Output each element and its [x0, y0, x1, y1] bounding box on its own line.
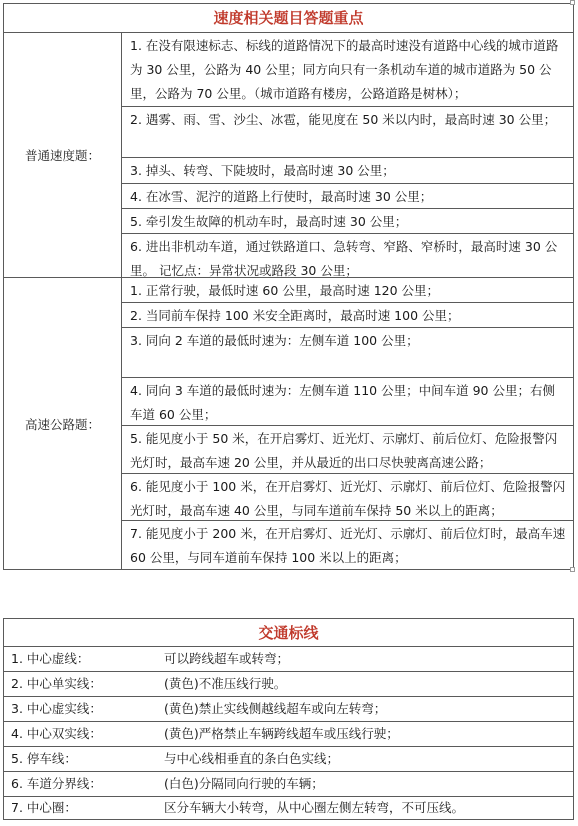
marking-name: 6. 车道分界线： — [11, 776, 102, 791]
marking-desc: (黄色)不准压线行驶。 — [164, 676, 287, 691]
normal-speed-section — [4, 33, 573, 278]
resize-handle-bottom-right[interactable] — [570, 567, 575, 572]
highway-rule-7: 7. 能见度小于 200 米，在开启雾灯、近光灯、示廓灯、前后位灯时，最高车速 60 公里，与同车道前车保持 100 米以上的距离； — [130, 526, 566, 565]
markings-table-title: 交通标线 — [4, 619, 573, 647]
normal-speed-rule-2: 2. 遇雾、雨、雪、沙尘、冰雹，能见度在 50 米以内时，最高时速 30 公里； — [122, 107, 573, 158]
normal-speed-rule-1: 1. 在没有限速标志、标线的道路情况下的最高时速没有道路中心线的城市道路为 30 公里，公路为 40 公里；同方向只有一条机动车道的城市道路为 50 公里，公路为 70 公里。（城市道路有楼房，公路道路是树林）； — [122, 33, 573, 107]
marking-name: 4. 中心双实线： — [11, 726, 102, 741]
marking-desc: (黄色)禁止实线侧越线超车或向左转弯； — [164, 701, 387, 716]
table-row — [4, 772, 573, 797]
table-row — [4, 722, 573, 747]
normal-speed-rule-6: 6. 进出非机动车道，通过铁路道口、急转弯、窄路、窄桥时，最高时速 30 公里。 记忆点：异常状况或路段 30 公里； — [130, 239, 558, 278]
marking-desc: (黄色)严格禁止车辆跨线超车或压线行驶； — [164, 726, 399, 741]
highway-rule-1: 1. 正常行驶，最低时速 60 公里，最高时速 120 公里； — [122, 278, 573, 303]
marking-desc: 可以跨线超车或转弯； — [164, 651, 290, 666]
speed-rules-table — [3, 3, 574, 570]
normal-speed-label: 普通速度题： — [4, 33, 122, 277]
highway-section — [4, 278, 573, 569]
table-row — [4, 796, 573, 821]
speed-table-title: 速度相关题目答题重点 — [4, 4, 573, 33]
normal-speed-rule-4: 4. 在冰雪、泥泞的道路上行使时，最高时速 30 公里； — [122, 184, 573, 209]
highway-rule-4: 4. 同向 3 车道的最低时速为：左侧车道 110 公里；中间车道 90 公里；右侧车道 60 公里； — [122, 378, 573, 426]
highway-rule-2: 2. 当同前车保持 100 米安全距离时，最高时速 100 公里； — [122, 303, 573, 328]
marking-name: 5. 停车线： — [11, 751, 77, 766]
traffic-markings-table — [3, 618, 574, 820]
table-row — [4, 647, 573, 672]
marking-desc: 与中心线相垂直的条白色实线； — [164, 751, 340, 766]
highway-rule-5: 5. 能见度小于 50 米，在开启雾灯、近光灯、示廓灯、前后位灯、危险报警闪光灯时，最高车速 20 公里，并从最近的出口尽快驶离高速公路； — [122, 426, 573, 474]
marking-name: 3. 中心虚实线： — [11, 701, 102, 716]
normal-speed-rule-3: 3. 掉头、转弯、下陡坡时，最高时速 30 公里； — [122, 158, 573, 184]
marking-name: 2. 中心单实线： — [11, 676, 102, 691]
resize-handle-top-right[interactable] — [570, 0, 575, 5]
marking-name: 1. 中心虚线： — [11, 651, 90, 666]
marking-desc: (白色)分隔同向行驶的车辆； — [164, 776, 324, 791]
table-row — [4, 697, 573, 722]
table-row — [4, 747, 573, 772]
marking-desc: 区分车辆大小转弯，从中心圈左侧左转弯，不可压线。 — [164, 800, 465, 815]
highway-rule-6: 6. 能见度小于 100 米，在开启雾灯、近光灯、示廓灯、前后位灯、危险报警闪光灯时，最高车速 40 公里，与同车道前车保持 50 米以上的距离； — [122, 474, 573, 521]
highway-rule-3: 3. 同向 2 车道的最低时速为：左侧车道 100 公里； — [122, 328, 573, 378]
table-row — [4, 672, 573, 697]
normal-speed-rule-5: 5. 牵引发生故障的机动车时，最高时速 30 公里； — [122, 209, 573, 234]
marking-name: 7. 中心圈： — [11, 800, 77, 815]
highway-label: 高速公路题： — [4, 278, 122, 569]
